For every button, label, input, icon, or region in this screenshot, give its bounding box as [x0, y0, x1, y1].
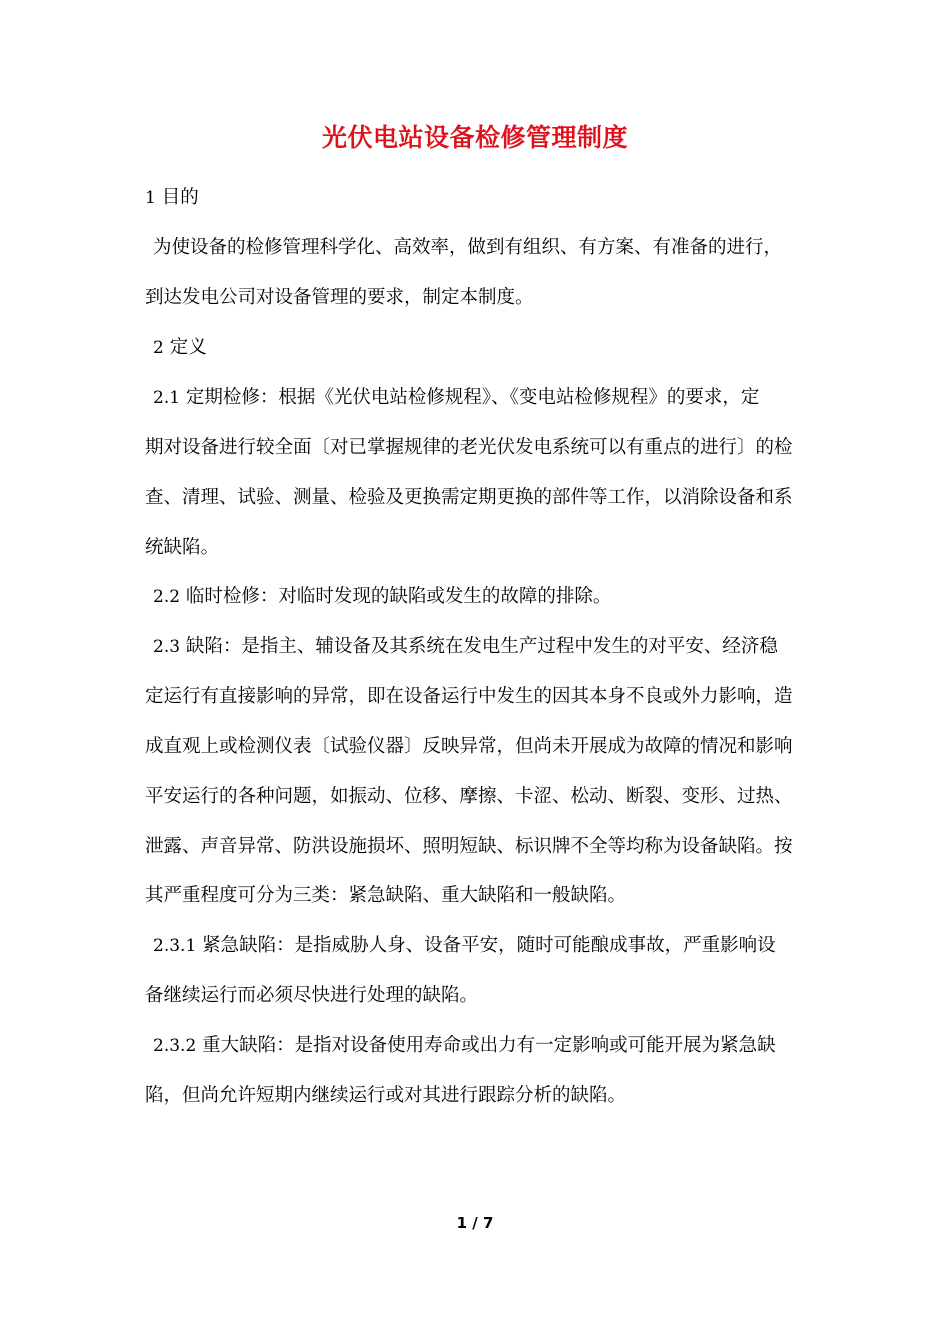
line-text: 为使设备的检修管理科学化、高效率，做到有组织、有方案、有准备的进行，: [153, 237, 783, 258]
paragraph-line: [145, 1082, 825, 1110]
section-number: 2.1: [153, 388, 181, 408]
paragraph-line: [145, 982, 825, 1010]
paragraph-line: [145, 783, 825, 811]
heading-purpose: [145, 184, 825, 212]
paragraph-line: [145, 434, 825, 462]
paragraph-line: [153, 384, 833, 412]
paragraph-line: [153, 234, 833, 262]
line-text: 统缺陷。: [145, 537, 220, 558]
line-text: 定运行有直接影响的异常，即在设备运行中发生的因其本身不良或外力影响，造: [145, 686, 793, 707]
heading-definitions: [153, 334, 833, 362]
paragraph-line: [145, 284, 825, 312]
paragraph-line: [153, 633, 833, 661]
line-text: 平安运行的各种问题，如振动、位移、摩擦、卡涩、松动、断裂、变形、过热、: [145, 786, 793, 807]
line-text: 泄露、声音异常、防洪设施损坏、照明短缺、标识牌不全等均称为设备缺陷。按: [145, 836, 793, 857]
section-number: 1: [145, 188, 156, 208]
paragraph-line: [145, 534, 825, 562]
line-text: 成直观上或检测仪表〔试验仪器〕反映异常，但尚未开展成为故障的情况和影响: [145, 736, 793, 757]
section-number: 2.3: [153, 637, 181, 657]
line-text: 重大缺陷：是指对设备使用寿命或出力有一定影响或可能开展为紧急缺: [196, 1035, 776, 1056]
line-text: 临时检修：对临时发现的缺陷或发生的故障的排除。: [180, 586, 612, 607]
line-text: 查、清理、试验、测量、检验及更换需定期更换的部件等工作，以消除设备和系: [145, 487, 793, 508]
paragraph-line: [153, 1032, 833, 1060]
line-text: 陷，但尚允许短期内继续运行或对其进行跟踪分析的缺陷。: [145, 1085, 627, 1106]
section-number: 2: [153, 338, 164, 358]
paragraph-line: [153, 932, 833, 960]
section-number: 2.3.1: [153, 936, 197, 956]
paragraph-line: [145, 683, 825, 711]
line-text: 定义: [163, 337, 207, 358]
line-text: 备继续运行而必须尽快进行处理的缺陷。: [145, 985, 479, 1006]
paragraph-line: [145, 733, 825, 761]
paragraph-line: [145, 882, 825, 910]
line-text: 缺陷：是指主、辅设备及其系统在发电生产过程中发生的对平安、经济稳: [180, 636, 778, 657]
paragraph-line: [145, 833, 825, 861]
line-text: 到达发电公司对设备管理的要求，制定本制度。: [145, 287, 534, 308]
line-text: 紧急缺陷：是指威胁人身、设备平安，随时可能酿成事故，严重影响设: [196, 935, 776, 956]
document-title: 光伏电站设备检修管理制度: [321, 123, 628, 152]
line-text: 定期检修：根据《光伏电站检修规程》、《变电站检修规程》的要求，定: [180, 387, 760, 408]
line-text: 其严重程度可分为三类：紧急缺陷、重大缺陷和一般缺陷。: [145, 885, 627, 906]
section-number: 2.2: [153, 587, 181, 607]
paragraph-line: [153, 583, 833, 611]
line-text: 期对设备进行较全面〔对已掌握规律的老光伏发电系统可以有重点的进行〕的检: [145, 437, 793, 458]
paragraph-line: [145, 484, 825, 512]
section-number: 2.3.2: [153, 1036, 197, 1056]
page-number: 1 / 7: [456, 1214, 494, 1232]
line-text: 目的: [155, 187, 199, 208]
